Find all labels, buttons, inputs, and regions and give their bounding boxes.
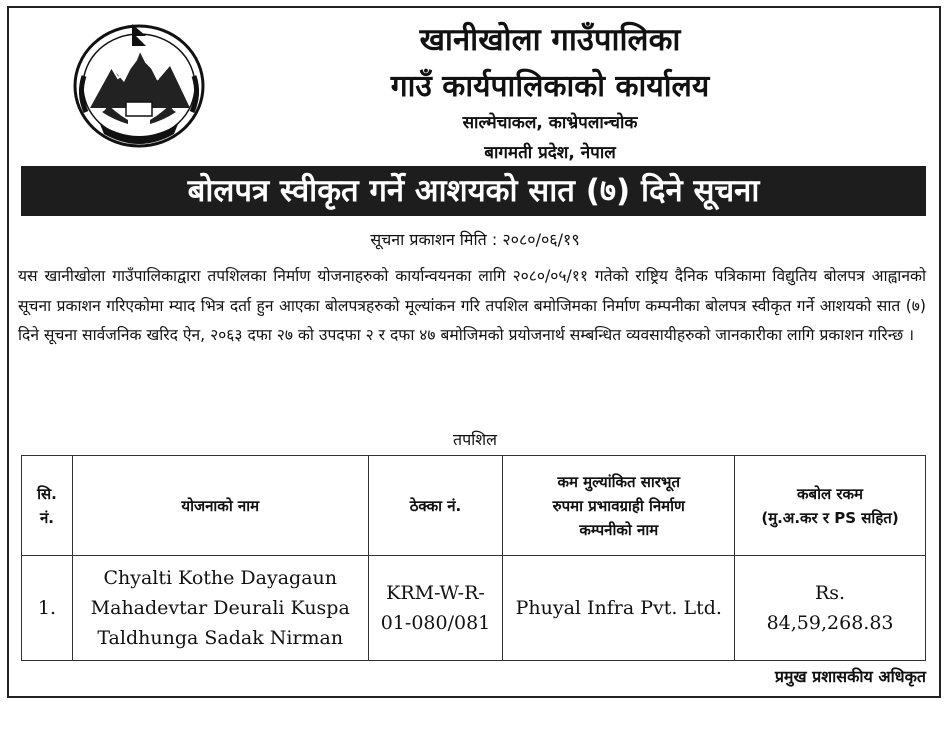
notice-title-banner: बोलपत्र स्वीकृत गर्ने आशयको सात (७) दिने सूचना: [21, 166, 926, 216]
header-company-name: कम मुल्यांकित सारभूत रुपमा प्रभावग्राही निर्माण कम्पनीको नाम: [503, 456, 735, 556]
table-header-row: [22, 456, 926, 556]
details-heading: तपशिल: [452, 430, 498, 449]
nepal-emblem-icon: [70, 16, 208, 150]
bid-table: [21, 455, 926, 661]
row-bid-amount: Rs. 84,59,268.83: [735, 556, 926, 661]
table-row: [22, 556, 926, 661]
header-contract-number: ठेक्का नं.: [368, 456, 503, 556]
header-serial-number: सि. नं.: [22, 456, 73, 556]
row-contract-number: KRM-W-R- 01-080/081: [368, 556, 503, 661]
header-project-name: योजनाको नाम: [72, 456, 368, 556]
row-serial-number: 1.: [22, 556, 73, 661]
notice-body: यस खानीखोला गाउँपालिकाद्वारा तपशिलका निर्माण योजनाहरुको कार्यान्वयनका लागि २०८०/०५/११ गतेको राष्ट्रिय दैनिक पत्रिकामा विद्युतिय बोलपत्र आह्वानको सूचना प्रकाशन गरिएकोमा म्याद भित्र दर्ता हुन आएका बोलपत्रहरुको मूल्यांकन गरि तपशिल बमोजिमका निर्माण कम्पनीका बोलपत्र स्वीकृत गर्ने आशयको सात (७) दिने सूचना सार्वजनिक खरिद ऐन, २०६३ दफा २७ को उपदफा २ र दफा ४७ बमोजिमको प्रयोजनार्थ सम्बन्धित व्यवसायीहरुको जानकारीका लागि प्रकाशन गरिन्छ ।: [18, 267, 926, 344]
province-country: बागमती प्रदेश, नेपाल: [484, 143, 616, 163]
header-bid-amount: कबोल रकम (मु.अ.कर र PS सहित): [735, 456, 926, 556]
office-name: गाउँ कार्यपालिकाको कार्यालय: [390, 69, 710, 104]
municipality-name: खानीखोला गाउँपालिका: [419, 22, 681, 58]
office-address: साल्मेचाकल, काभ्रेपलान्चोक: [462, 113, 638, 133]
signatory-title: प्रमुख प्रशासकीय अधिकृत: [774, 667, 926, 686]
row-company-name: Phuyal Infra Pvt. Ltd.: [503, 556, 735, 661]
row-project-name: Chyalti Kothe Dayagaun Mahadevtar Deurali Kuspa Taldhunga Sadak Nirman: [72, 556, 368, 661]
publication-date: सूचना प्रकाशन मिति : २०८०/०६/१९: [370, 230, 580, 249]
